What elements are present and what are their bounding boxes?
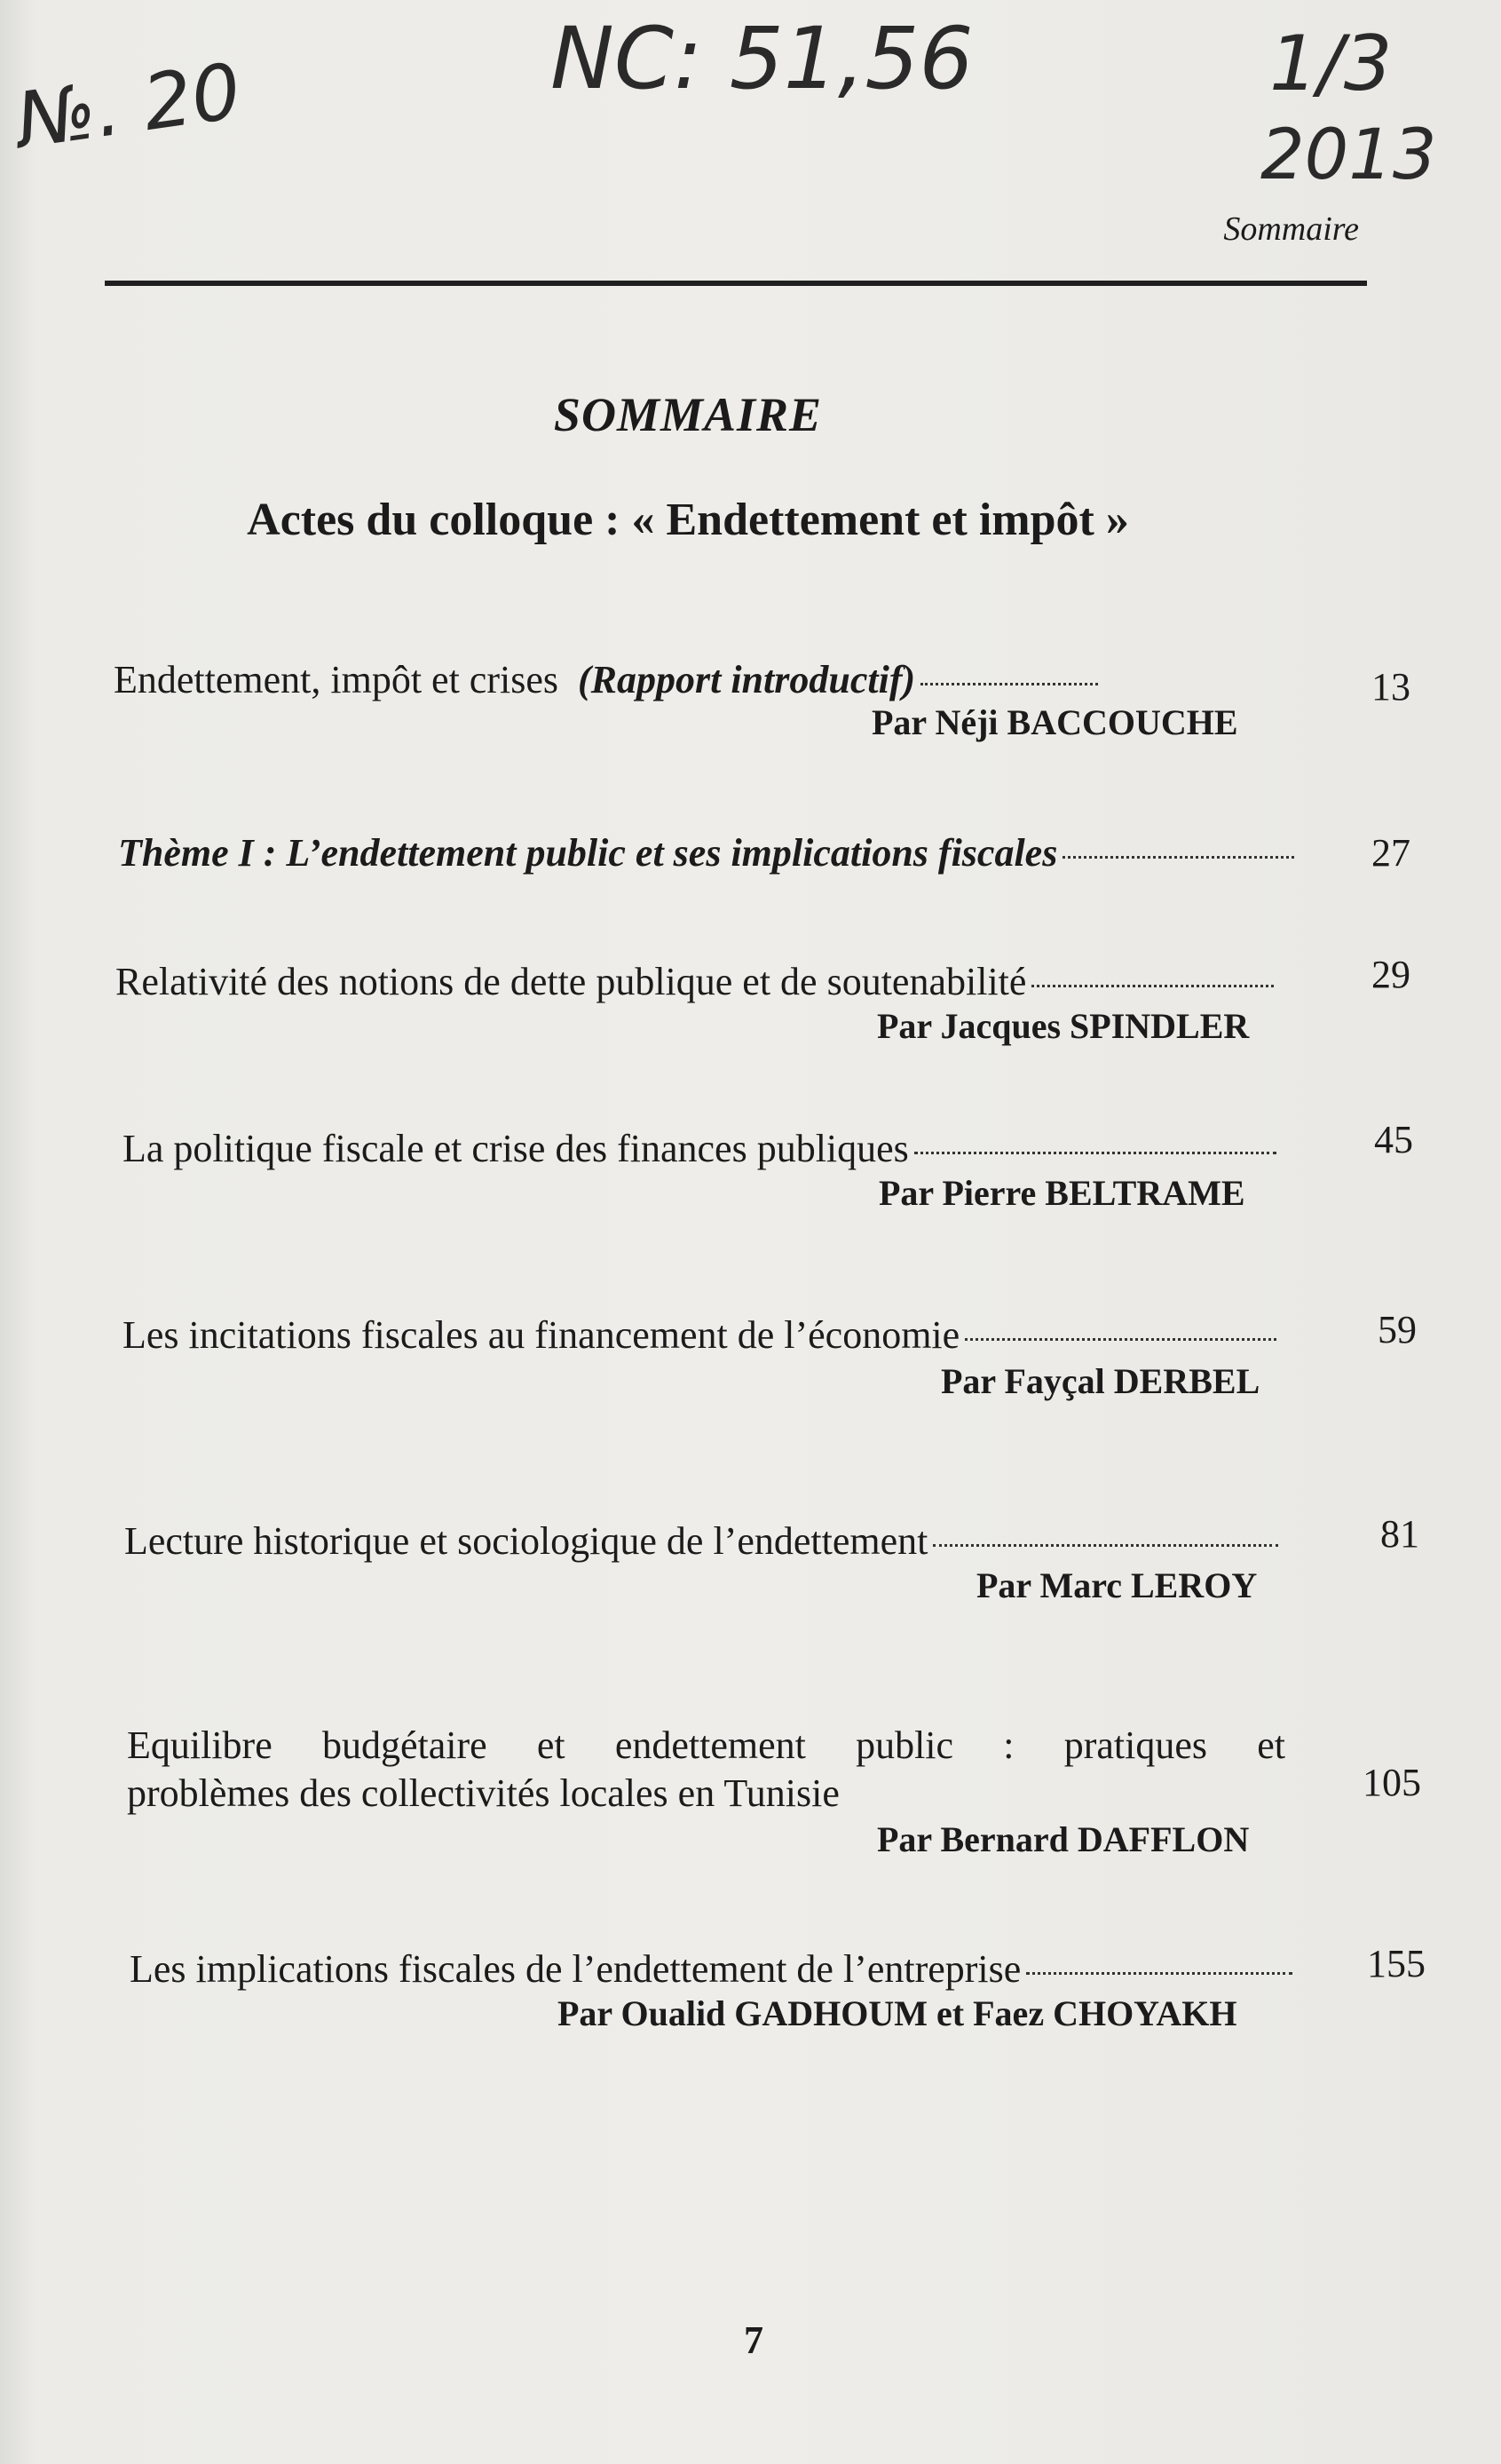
- dot-leader: [1031, 985, 1274, 987]
- toc-theme-line: [118, 830, 1294, 875]
- handwritten-number: №. 20: [11, 46, 247, 167]
- toc-entry-title-line: [124, 1518, 1278, 1564]
- toc-entry-title: Les incitations fiscales au financement de l’économie: [122, 1313, 960, 1357]
- toc-entry: [0, 1942, 1501, 2053]
- running-head: Sommaire: [1223, 210, 1359, 248]
- dot-leader: [965, 1338, 1276, 1341]
- handwritten-reference: NC: 51,56: [550, 9, 974, 108]
- toc-entry-title-line: [114, 657, 1254, 702]
- handwritten-volume: 1/3: [1269, 20, 1393, 108]
- toc-entry-page: 59: [1378, 1308, 1417, 1351]
- toc-entry-author: Par Bernard DAFFLON: [877, 1819, 1250, 1859]
- page-number: 7: [744, 2318, 763, 2362]
- page-subtitle: Actes du colloque : « Endettement et impôt »: [247, 495, 1129, 545]
- page-title: SOMMAIRE: [553, 388, 823, 441]
- toc-entry: [0, 953, 1501, 1066]
- toc-entry-title: Lecture historique et sociologique de l’endettement: [124, 1519, 928, 1563]
- toc-theme: [0, 830, 1501, 937]
- toc-theme-page: 27: [1371, 831, 1410, 875]
- dot-leader: [933, 1544, 1278, 1547]
- toc-entry-title-line-2: problèmes des collectivités locales en Tunisie: [127, 1771, 840, 1815]
- toc-entry: [0, 1512, 1501, 1625]
- header-rule: [105, 281, 1367, 286]
- toc-entry-page: 105: [1363, 1761, 1421, 1804]
- toc-entry: [0, 1308, 1501, 1419]
- dot-leader: [1063, 856, 1294, 859]
- toc-entry-page: 29: [1371, 953, 1410, 996]
- toc-entry-title-line: [122, 1126, 1276, 1171]
- toc-entry-page: 155: [1367, 1942, 1426, 1985]
- handwritten-year: 2013: [1260, 115, 1437, 195]
- toc-entry-author: Par Marc LEROY: [976, 1565, 1258, 1605]
- toc-entry-page: 81: [1380, 1512, 1419, 1556]
- toc-entry: [0, 657, 1501, 764]
- toc-entry-author: Par Pierre BELTRAME: [879, 1173, 1245, 1213]
- toc-entry-title-line-1: Equilibre budgétaire et endettement public : pratiques et: [127, 1723, 1285, 1767]
- toc-entry: [0, 1118, 1501, 1232]
- toc-entry-title: La politique fiscale et crise des finances publiques: [122, 1127, 909, 1170]
- toc-entry-title-line: [130, 1946, 1292, 1992]
- toc-entry-note: (Rapport introductif): [577, 658, 916, 701]
- toc-entry-author: Par Néji BACCOUCHE: [872, 702, 1238, 742]
- toc-entry-page: 13: [1371, 665, 1410, 709]
- toc-entry-title: Les implications fiscales de l’endettement de l’entreprise: [130, 1947, 1022, 1991]
- toc-entry-title: Relativité des notions de dette publique et de soutenabilité: [115, 960, 1027, 1003]
- toc-entry-author: Par Oualid GADHOUM et Faez CHOYAKH: [557, 1993, 1237, 2033]
- toc-theme-title: Thème I : L’endettement public et ses implications fiscales: [118, 831, 1058, 875]
- dot-leader: [914, 1152, 1276, 1154]
- toc-entry-title-line: [115, 959, 1274, 1004]
- dot-leader: [920, 683, 1098, 685]
- dot-leader: [1026, 1972, 1292, 1975]
- toc-entry-page: 45: [1374, 1118, 1413, 1161]
- toc-entry-author: Par Fayçal DERBEL: [941, 1361, 1260, 1401]
- toc-entry-author: Par Jacques SPINDLER: [877, 1006, 1250, 1046]
- toc-entry-title: Endettement, impôt et crises: [114, 658, 558, 701]
- toc-entry: [0, 1723, 1501, 1874]
- toc-entry-title-line: [122, 1312, 1276, 1358]
